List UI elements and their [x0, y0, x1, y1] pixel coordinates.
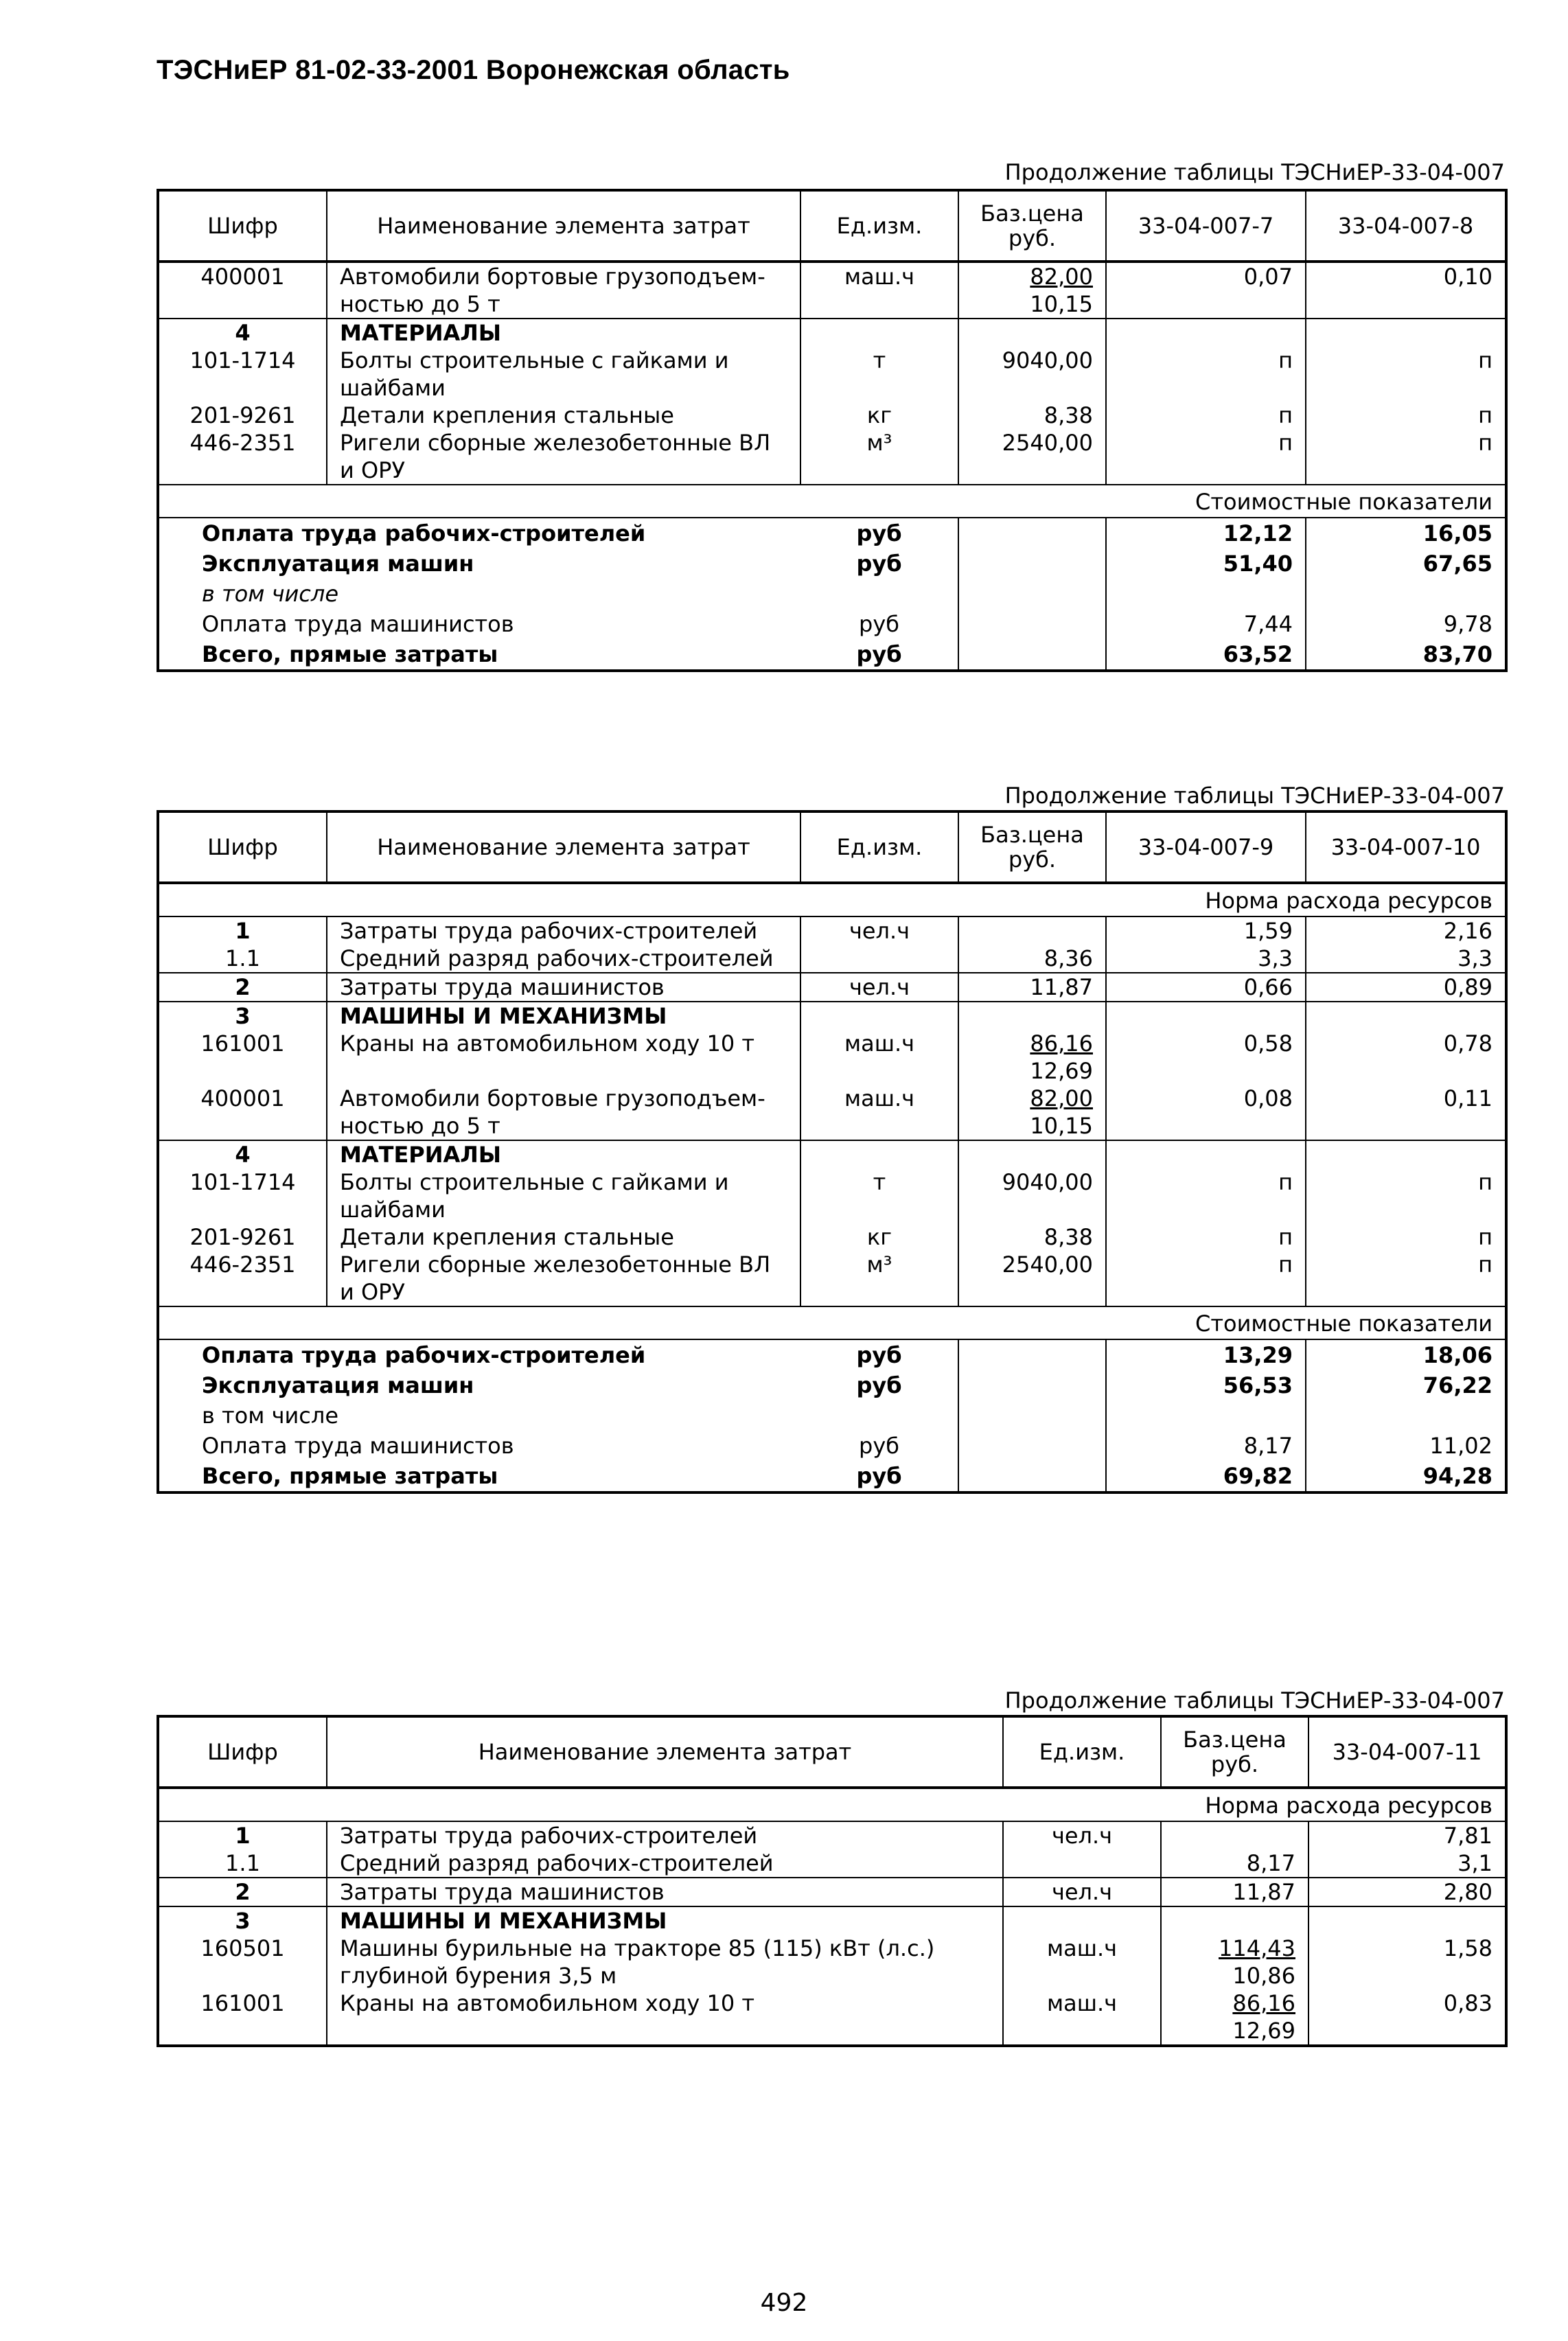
row-name: МАШИНЫ И МЕХАНИЗМЫ [327, 1906, 1003, 1935]
row-unit [1003, 1849, 1161, 1878]
header-price: Баз.цена руб. [958, 811, 1106, 883]
cost-label: Стоимостные показатели [158, 485, 1506, 518]
row-code: 4 [158, 319, 327, 347]
table-row [158, 1878, 1506, 1906]
row-code: 400001 [158, 1085, 327, 1140]
section-row [158, 1002, 1506, 1030]
row-unit: чел.ч [800, 973, 958, 1002]
row-value-2: п [1478, 1224, 1492, 1250]
row-name: Болты строительные с гайками и шайбами [327, 347, 800, 402]
summary-value-1: 13,29 [1106, 1339, 1306, 1370]
price-value: 11,87 [1232, 1879, 1295, 1905]
empty-cell [1306, 1002, 1506, 1030]
empty-cell [1306, 319, 1506, 347]
row-name: Средний разряд рабочих-строителей [327, 1849, 1003, 1878]
row-value-1: п [1106, 1251, 1306, 1306]
summary-unit [800, 579, 958, 609]
summary-empty [958, 518, 1106, 549]
empty-cell [1106, 1002, 1306, 1030]
summary-row [158, 579, 1506, 609]
row-name: Ригели сборные железобетонные ВЛ и ОРУ [327, 1251, 800, 1306]
row-price [958, 1168, 1106, 1223]
price-value: 86,16 [1232, 1990, 1295, 2016]
header-unit: Ед.изм. [1003, 1716, 1161, 1788]
row-value-2: 0,10 [1443, 264, 1492, 290]
row-name: Затраты труда рабочих-строителей [327, 916, 800, 945]
price-value: 2540,00 [1002, 430, 1093, 456]
row-value-1: 1,58 [1443, 1935, 1492, 1961]
header-col-1: 33-04-007-9 [1106, 811, 1306, 883]
row-code: 3 [158, 1002, 327, 1030]
row-unit: маш.ч [800, 1085, 958, 1140]
table-row [158, 916, 1506, 945]
header-price: Баз.цена руб. [1161, 1716, 1308, 1788]
summary-name: Оплата труда машинистов [202, 611, 514, 637]
empty-cell [958, 1002, 1106, 1030]
row-price [1161, 1821, 1308, 1849]
empty-cell [958, 1140, 1106, 1168]
summary-name: Эксплуатация машин [202, 551, 474, 577]
header-col-2: 33-04-007-8 [1306, 190, 1506, 262]
summary-row [158, 518, 1506, 549]
row-name: Автомобили бортовые грузоподъем-ностью до 5 т [327, 1085, 800, 1140]
table-header-row [158, 811, 1506, 883]
summary-empty [958, 639, 1106, 671]
table-row [158, 1168, 1506, 1223]
summary-row [158, 1370, 1506, 1400]
document-title: ТЭСНиЕР 81-02-33-2001 Воронежская область [157, 55, 790, 85]
row-price [958, 1030, 1106, 1085]
empty-cell [1106, 319, 1306, 347]
row-value-1: 0,66 [1106, 973, 1306, 1002]
row-value-1: п [1106, 1168, 1306, 1223]
row-name: Затраты труда машинистов [327, 1878, 1003, 1906]
cost-label: Стоимостные показатели [158, 1306, 1506, 1339]
row-name: Затраты труда рабочих-строителей [327, 1821, 1003, 1849]
row-value-2: п [1478, 402, 1492, 428]
empty-cell [800, 319, 958, 347]
table-row [158, 1935, 1506, 1990]
price-value: 8,38 [1044, 402, 1093, 428]
table-header-row [158, 1716, 1506, 1788]
summary-value-2: 76,22 [1422, 1372, 1492, 1398]
cost-table-1 [157, 189, 1508, 672]
row-value-2: 0,78 [1443, 1030, 1492, 1057]
summary-empty [958, 609, 1106, 639]
summary-name: Всего, прямые затраты [202, 1463, 498, 1489]
row-code: 3 [158, 1906, 327, 1935]
row-code: 161001 [158, 1990, 327, 2046]
row-code: 2 [158, 1878, 327, 1906]
row-price [958, 347, 1106, 402]
section-row [158, 1140, 1506, 1168]
row-price [1161, 1990, 1308, 2046]
norma-label: Норма расхода ресурсов [158, 883, 1506, 916]
table-1-caption: Продолжение таблицы ТЭСНиЕР-33-04-007 [1004, 159, 1505, 185]
header-name: Наименование элемента затрат [327, 190, 800, 262]
row-value-1: п [1106, 402, 1306, 429]
price-value: 2540,00 [1002, 1252, 1093, 1278]
row-unit [800, 945, 958, 973]
summary-value-1: 63,52 [1106, 639, 1306, 671]
row-price [958, 973, 1106, 1002]
row-price [958, 262, 1106, 319]
row-code: 101-1714 [158, 1168, 327, 1223]
norma-label: Норма расхода ресурсов [158, 1788, 1506, 1821]
cost-table-3 [157, 1715, 1508, 2047]
table-row [158, 402, 1506, 429]
row-price [958, 1251, 1106, 1306]
row-price [958, 429, 1106, 485]
table-3-caption: Продолжение таблицы ТЭСНиЕР-33-04-007 [1004, 1687, 1505, 1714]
summary-unit: руб [800, 1370, 958, 1400]
summary-row [158, 1400, 1506, 1431]
table-row [158, 1223, 1506, 1251]
summary-value-1: 56,53 [1106, 1370, 1306, 1400]
row-price [1161, 1878, 1308, 1906]
summary-name: Оплата труда рабочих-строителей [202, 520, 646, 546]
summary-row [158, 1431, 1506, 1461]
summary-value-1: 69,82 [1106, 1461, 1306, 1492]
row-value-1: 0,07 [1106, 262, 1306, 319]
cost-table-2 [157, 810, 1508, 1494]
summary-value-1: 51,40 [1106, 549, 1306, 579]
row-code: 1 [158, 916, 327, 945]
summary-value-1: 12,12 [1106, 518, 1306, 549]
norma-label-row [158, 883, 1506, 916]
price-value: 8,36 [1044, 945, 1093, 971]
summary-value-1 [1106, 1400, 1306, 1431]
row-price [958, 402, 1106, 429]
row-name: Средний разряд рабочих-строителей [327, 945, 800, 973]
row-value-1: 1,59 [1106, 916, 1306, 945]
row-name: МАТЕРИАЛЫ [327, 319, 800, 347]
header-col-1: 33-04-007-7 [1106, 190, 1306, 262]
row-name: Детали крепления стальные [327, 402, 800, 429]
row-unit: т [800, 347, 958, 402]
row-unit: м³ [800, 1251, 958, 1306]
row-value-1: п [1106, 347, 1306, 402]
summary-value-1: 7,44 [1106, 609, 1306, 639]
summary-row [158, 639, 1506, 671]
header-unit: Ед.изм. [800, 190, 958, 262]
summary-unit: руб [800, 1431, 958, 1461]
header-price: Баз.цена руб. [958, 190, 1106, 262]
row-unit: м³ [800, 429, 958, 485]
price-secondary: 12,69 [1232, 2018, 1295, 2044]
header-name: Наименование элемента затрат [327, 811, 800, 883]
summary-value-2 [1306, 1400, 1506, 1431]
price-value: 8,17 [1246, 1850, 1295, 1876]
summary-empty [958, 1370, 1106, 1400]
summary-unit: руб [800, 609, 958, 639]
summary-value-2: 16,05 [1422, 520, 1492, 546]
row-name: Краны на автомобильном ходу 10 т [327, 1030, 800, 1085]
summary-value-2: 11,02 [1429, 1433, 1492, 1459]
row-unit: чел.ч [800, 916, 958, 945]
row-code: 400001 [158, 262, 327, 319]
row-name: Краны на автомобильном ходу 10 т [327, 1990, 1003, 2046]
row-name: Затраты труда машинистов [327, 973, 800, 1002]
row-value-1: 3,1 [1457, 1850, 1492, 1876]
header-code: Шифр [158, 190, 327, 262]
row-code: 4 [158, 1140, 327, 1168]
empty-cell [800, 1002, 958, 1030]
price-secondary: 10,15 [1030, 291, 1093, 317]
page-number: 492 [760, 2289, 808, 2317]
section-row [158, 1906, 1506, 1935]
summary-empty [958, 1339, 1106, 1370]
row-unit: чел.ч [1003, 1878, 1161, 1906]
summary-name: Оплата труда машинистов [202, 1433, 514, 1459]
summary-unit: руб [800, 549, 958, 579]
row-name: Болты строительные с гайками и шайбами [327, 1168, 800, 1223]
table-row [158, 1821, 1506, 1849]
summary-value-2: 83,70 [1422, 641, 1492, 667]
price-value: 9040,00 [1002, 1169, 1093, 1195]
table-row [158, 262, 1506, 319]
row-code: 201-9261 [158, 402, 327, 429]
summary-empty [958, 579, 1106, 609]
row-unit: чел.ч [1003, 1821, 1161, 1849]
price-secondary: 10,15 [1030, 1113, 1093, 1139]
summary-empty [958, 1461, 1106, 1492]
header-col-1: 33-04-007-11 [1308, 1716, 1506, 1788]
price-secondary: 12,69 [1030, 1058, 1093, 1084]
row-name: МАШИНЫ И МЕХАНИЗМЫ [327, 1002, 800, 1030]
table-row [158, 1030, 1506, 1085]
summary-unit: руб [800, 518, 958, 549]
empty-cell [800, 1140, 958, 1168]
price-value: 114,43 [1219, 1935, 1295, 1961]
empty-cell [1003, 1906, 1161, 1935]
row-value-2: п [1478, 1169, 1492, 1195]
row-value-1: п [1106, 1223, 1306, 1251]
table-row [158, 347, 1506, 402]
row-price [958, 916, 1106, 945]
header-unit: Ед.изм. [800, 811, 958, 883]
row-code: 101-1714 [158, 347, 327, 402]
norma-label-row [158, 1788, 1506, 1821]
table-row [158, 1849, 1506, 1878]
summary-name: в том числе [202, 1403, 338, 1429]
row-name: МАТЕРИАЛЫ [327, 1140, 800, 1168]
empty-cell [958, 319, 1106, 347]
row-code: 2 [158, 973, 327, 1002]
summary-value-1 [1106, 579, 1306, 609]
table-row [158, 1085, 1506, 1140]
price-value: 9040,00 [1002, 347, 1093, 373]
cost-label-row [158, 485, 1506, 518]
row-value-1: 0,08 [1106, 1085, 1306, 1140]
summary-empty [958, 549, 1106, 579]
price-secondary: 10,86 [1232, 1963, 1295, 1989]
row-value-1: п [1106, 429, 1306, 485]
table-row [158, 429, 1506, 485]
price-value: 86,16 [1030, 1030, 1093, 1057]
empty-cell [1161, 1906, 1308, 1935]
row-code: 446-2351 [158, 1251, 327, 1306]
summary-value-2: 9,78 [1443, 611, 1492, 637]
summary-unit: руб [800, 639, 958, 671]
summary-value-1: 8,17 [1106, 1431, 1306, 1461]
summary-unit [800, 1400, 958, 1431]
summary-row [158, 609, 1506, 639]
summary-row [158, 1339, 1506, 1370]
row-value-1: 3,3 [1106, 945, 1306, 973]
summary-name: Эксплуатация машин [202, 1372, 474, 1398]
empty-cell [1308, 1906, 1506, 1935]
table-row [158, 1990, 1506, 2046]
row-price [958, 1223, 1106, 1251]
price-value: 82,00 [1030, 264, 1093, 290]
table-header-row [158, 190, 1506, 262]
summary-unit: руб [800, 1339, 958, 1370]
empty-cell [1106, 1140, 1306, 1168]
row-unit: маш.ч [1003, 1990, 1161, 2046]
row-value-2: 2,16 [1443, 918, 1492, 944]
row-value-2: 0,11 [1443, 1085, 1492, 1111]
row-code: 1.1 [158, 1849, 327, 1878]
row-value-1: 2,80 [1308, 1878, 1506, 1906]
empty-cell [1306, 1140, 1506, 1168]
row-unit: маш.ч [800, 262, 958, 319]
table-row [158, 1251, 1506, 1306]
price-value: 8,38 [1044, 1224, 1093, 1250]
row-price [1161, 1935, 1308, 1990]
table-2-caption: Продолжение таблицы ТЭСНиЕР-33-04-007 [1004, 783, 1505, 809]
summary-name: Оплата труда рабочих-строителей [202, 1342, 646, 1368]
row-value-2: п [1478, 430, 1492, 456]
row-name: Ригели сборные железобетонные ВЛ и ОРУ [327, 429, 800, 485]
row-code: 160501 [158, 1935, 327, 1990]
row-value-2: п [1478, 1252, 1492, 1278]
summary-unit: руб [800, 1461, 958, 1492]
section-row [158, 319, 1506, 347]
row-price [958, 945, 1106, 973]
header-code: Шифр [158, 1716, 327, 1788]
row-unit: т [800, 1168, 958, 1223]
header-col-2: 33-04-007-10 [1306, 811, 1506, 883]
row-name: Машины бурильные на тракторе 85 (115) кВт (л.с.) глубиной бурения 3,5 м [327, 1935, 1003, 1990]
summary-name: в том числе [202, 581, 338, 607]
row-code: 161001 [158, 1030, 327, 1085]
header-code: Шифр [158, 811, 327, 883]
row-code: 201-9261 [158, 1223, 327, 1251]
row-name: Автомобили бортовые грузоподъем-ностью до 5 т [327, 262, 800, 319]
row-unit: кг [800, 1223, 958, 1251]
summary-empty [958, 1400, 1106, 1431]
cost-label-row [158, 1306, 1506, 1339]
row-name: Детали крепления стальные [327, 1223, 800, 1251]
header-name: Наименование элемента затрат [327, 1716, 1003, 1788]
table-row [158, 973, 1506, 1002]
summary-value-2: 67,65 [1422, 551, 1492, 577]
price-value: 82,00 [1030, 1085, 1093, 1111]
summary-name: Всего, прямые затраты [202, 641, 498, 667]
row-value-2: 3,3 [1457, 945, 1492, 971]
table-row [158, 945, 1506, 973]
row-code: 1 [158, 1821, 327, 1849]
summary-value-2: 94,28 [1422, 1463, 1492, 1489]
row-value-1: 0,58 [1106, 1030, 1306, 1085]
summary-value-2: 18,06 [1422, 1342, 1492, 1368]
row-price [1161, 1849, 1308, 1878]
row-unit: маш.ч [800, 1030, 958, 1085]
row-unit: маш.ч [1003, 1935, 1161, 1990]
price-value: 11,87 [1030, 974, 1093, 1000]
row-unit: кг [800, 402, 958, 429]
row-value-1: 7,81 [1443, 1823, 1492, 1849]
summary-row [158, 1461, 1506, 1492]
row-code: 1.1 [158, 945, 327, 973]
summary-empty [958, 1431, 1106, 1461]
row-code: 446-2351 [158, 429, 327, 485]
row-value-2: п [1478, 347, 1492, 373]
summary-value-2 [1306, 579, 1506, 609]
row-value-1: 0,83 [1443, 1990, 1492, 2016]
row-price [958, 1085, 1106, 1140]
summary-row [158, 549, 1506, 579]
row-value-2: 0,89 [1306, 973, 1506, 1002]
